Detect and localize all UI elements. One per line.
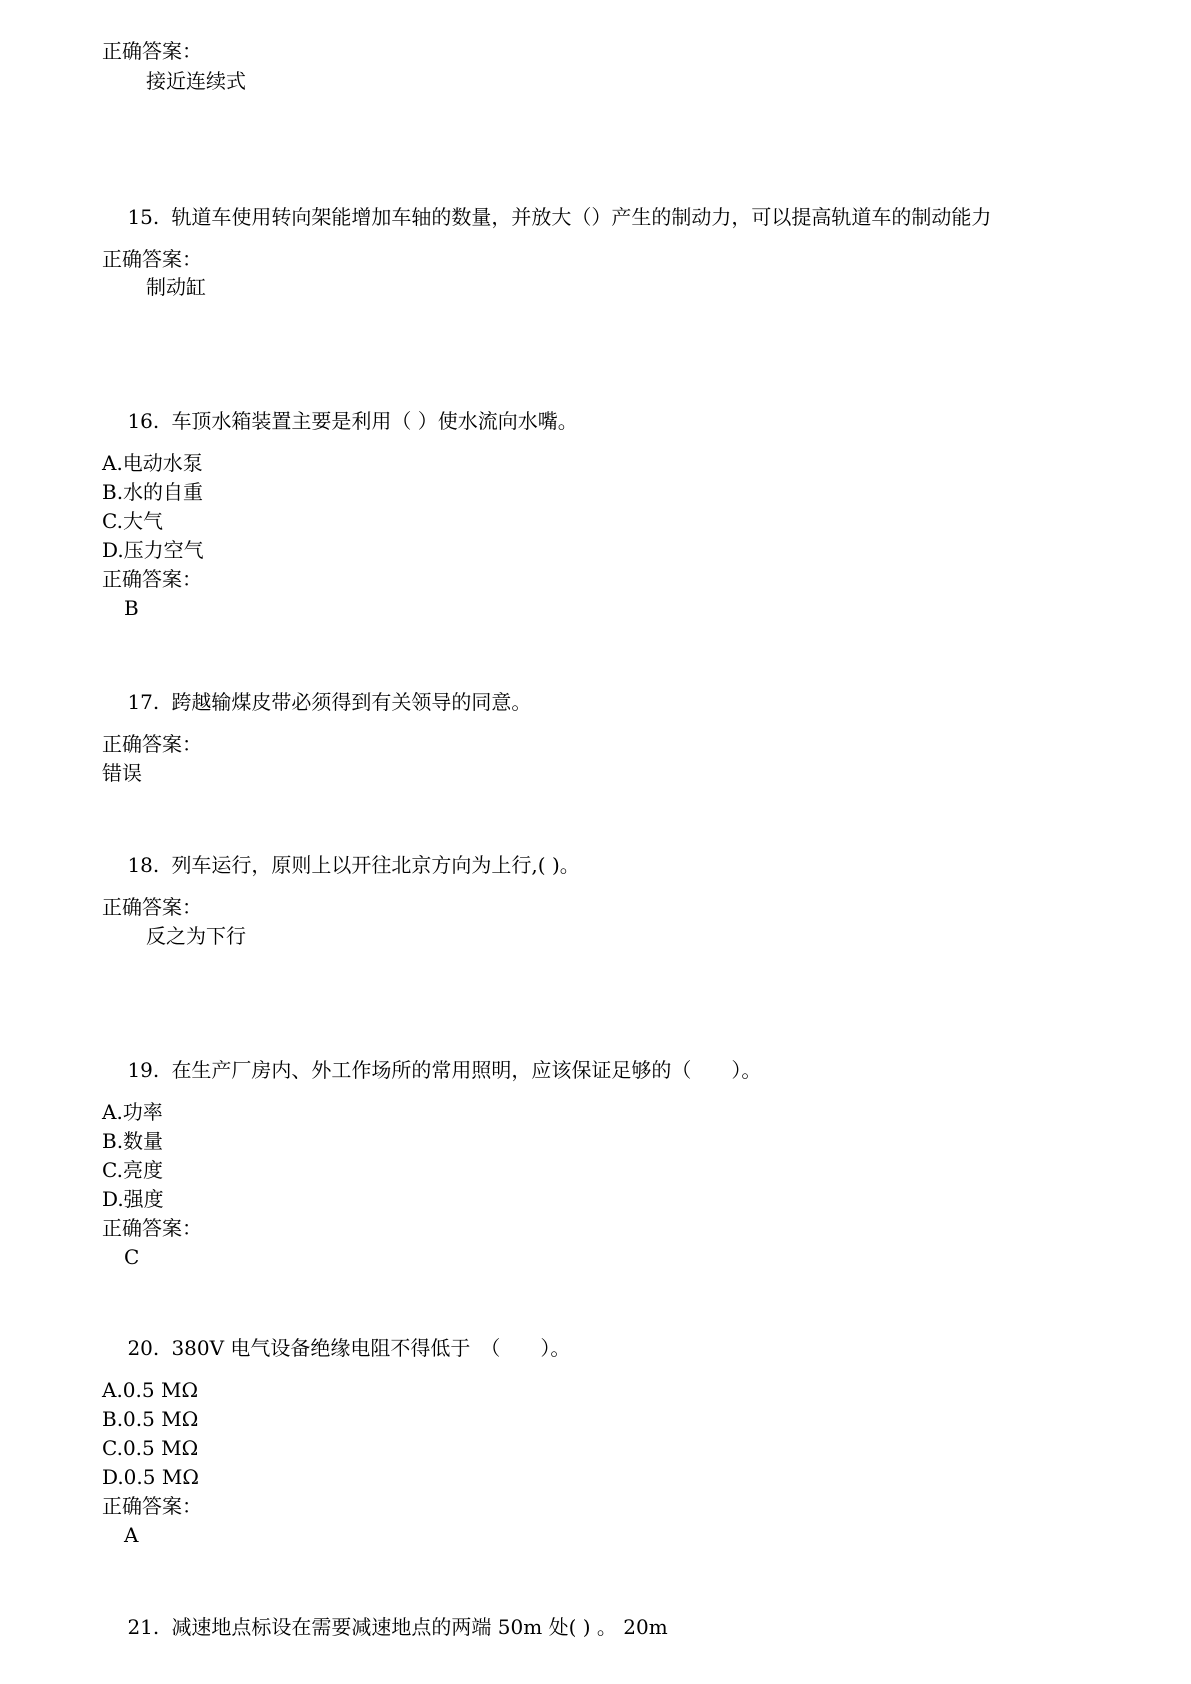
option-c: C.亮度 xyxy=(102,1158,163,1182)
option-d: D.0.5 MΩ xyxy=(102,1465,199,1489)
option-d: D.强度 xyxy=(102,1187,164,1211)
question-text: 跨越输煤皮带必须得到有关领导的同意。 xyxy=(171,690,532,714)
answer-label: 正确答案： xyxy=(102,895,202,919)
answer-label: 正确答案： xyxy=(102,732,202,756)
question-20 xyxy=(102,1309,570,1387)
answer-label: 正确答案： xyxy=(102,39,202,63)
question-text: 轨道车使用转向架能增加车轴的数量，并放大（）产生的制动力，可以提高轨道车的制动能力 xyxy=(171,205,992,229)
question-text: 减速地点标设在需要减速地点的两端 50m 处( ) 。 20m xyxy=(171,1615,668,1639)
question-number: 18. xyxy=(127,853,160,877)
answer-label: 正确答案： xyxy=(102,247,202,271)
question-number: 21. xyxy=(127,1615,160,1639)
option-b: B.0.5 MΩ xyxy=(102,1407,199,1431)
question-16 xyxy=(102,382,578,460)
option-b: B.水的自重 xyxy=(102,480,204,504)
option-d: D.压力空气 xyxy=(102,538,204,562)
question-number: 19. xyxy=(127,1058,160,1082)
answer-text: B xyxy=(124,596,139,620)
question-text: 380V 电气设备绝缘电阻不得低于 （ ）。 xyxy=(171,1336,571,1360)
question-number: 15. xyxy=(127,205,160,229)
question-15 xyxy=(102,178,991,256)
question-21 xyxy=(102,1588,668,1666)
option-a: A.电动水泵 xyxy=(102,451,203,475)
question-text: 在生产厂房内、外工作场所的常用照明，应该保证足够的（ ）。 xyxy=(171,1058,762,1082)
question-text: 列车运行，原则上以开往北京方向为上行,( )。 xyxy=(171,853,580,877)
option-c: C.大气 xyxy=(102,509,163,533)
answer-label: 正确答案： xyxy=(102,1216,202,1240)
answer-text: 错误 xyxy=(102,761,142,785)
answer-text: 接近连续式 xyxy=(146,69,246,93)
answer-text: C xyxy=(124,1245,140,1269)
question-18 xyxy=(102,826,580,904)
question-number: 17. xyxy=(127,690,160,714)
question-number: 16. xyxy=(127,409,160,433)
answer-text: A xyxy=(124,1523,139,1547)
answer-label: 正确答案： xyxy=(102,567,202,591)
answer-text: 制动缸 xyxy=(146,275,206,299)
answer-text: 反之为下行 xyxy=(146,924,246,948)
question-17 xyxy=(102,663,531,741)
question-19 xyxy=(102,1031,761,1109)
question-number: 20. xyxy=(127,1336,160,1360)
question-text: 车顶水箱装置主要是利用（ ）使水流向水嘴。 xyxy=(171,409,578,433)
option-a: A.功率 xyxy=(102,1100,163,1124)
option-b: B.数量 xyxy=(102,1129,164,1153)
option-c: C.0.5 MΩ xyxy=(102,1436,199,1460)
answer-label: 正确答案： xyxy=(102,1494,202,1518)
option-a: A.0.5 MΩ xyxy=(102,1378,199,1402)
